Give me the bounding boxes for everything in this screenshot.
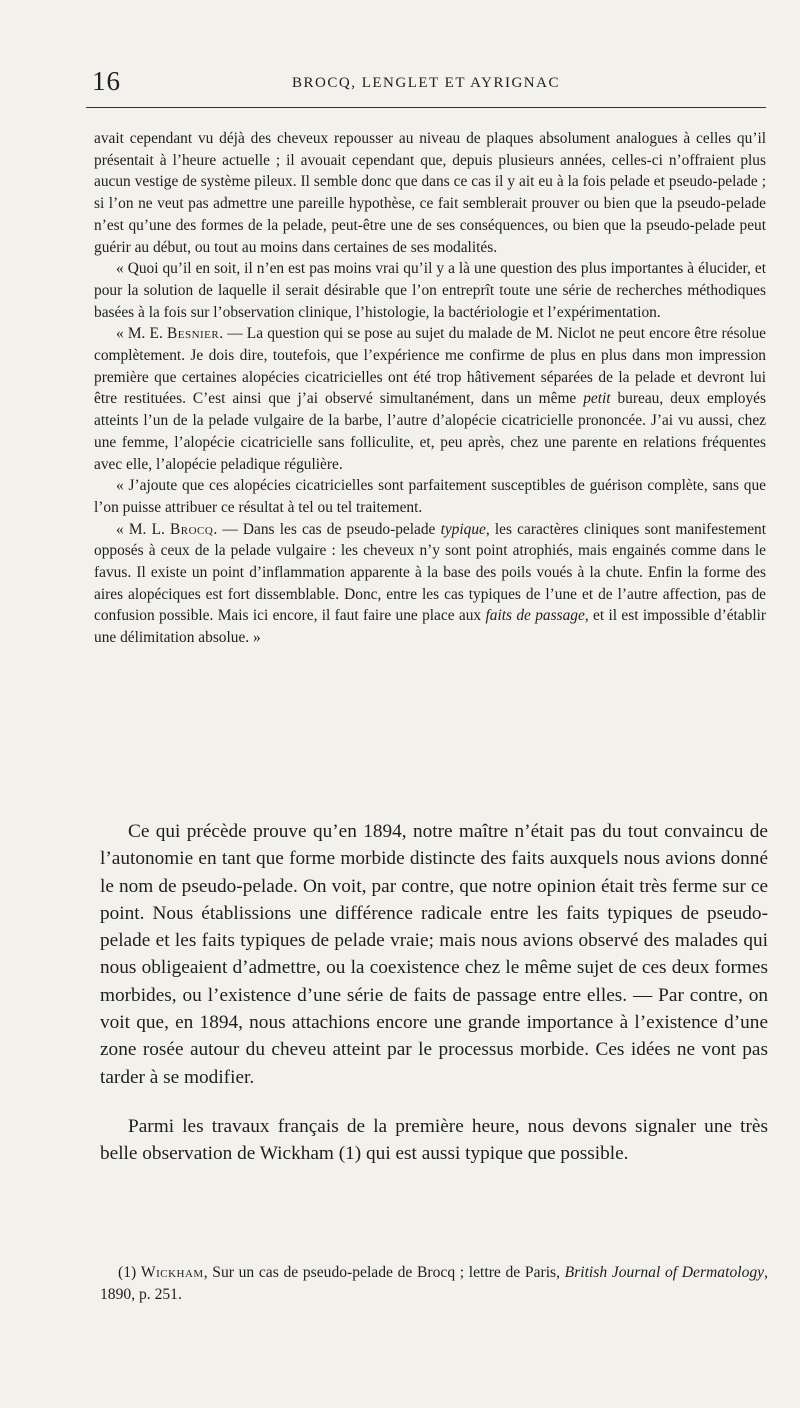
running-head: BROCQ, LENGLET ET AYRIGNAC xyxy=(292,75,560,91)
page-header xyxy=(86,66,766,102)
quoted-discussion xyxy=(94,128,766,649)
footnote-author: Wickham xyxy=(140,1264,204,1281)
footnote-marker: (1) xyxy=(118,1264,141,1281)
quote-paragraph: avait cependant vu déjà des cheveux repousser au niveau de plaques absolument analogues à celles qu’il présentait à l’heure actuelle ; il avouait cependant que, depuis plusieurs années, celles-ci n’offraient plus aucun vestige de système pileux. Il semble donc que dans ce cas il y ait eu à la fois pelade et pseudo-pelade ; si l’on ne veut pas admettre une pareille hypothèse, ce fait semblerait prouver ou bien que la pseudo-pelade n’est qu’une des formes de la pelade, peut-être une de ses conséquences, ou bien que la pseudo-pelade peut guérir au début, ou tout au moins dans certaines de ses modalités. xyxy=(94,130,766,256)
header-rule xyxy=(86,107,766,108)
quote-text: , les caractères cliniques sont manifestement opposés à ceux de la pelade vulgaire : les cheveux n’y sont point atrophiés, mais engainés comme dans le favus. Il existe un point d’inflammation apparente à la base des poils voués à la chute. Enfin la forme des aires alopéciques est fort dissemblable. Donc, entre les cas typiques de l’une et de l’autre affection, pas de confusion possible. Mais ici encore, il faut faire une place aux xyxy=(94,520,766,625)
journal-title: British Journal of Dermatology xyxy=(564,1264,765,1281)
footnote-citation: , Sur un cas de pseudo-pelade de Brocq ; lettre de Paris, xyxy=(203,1264,565,1281)
footnote xyxy=(100,1262,768,1305)
quote-open: « M. E. xyxy=(116,325,167,343)
footnote-text xyxy=(100,1262,768,1305)
quote-paragraph: « J’ajoute que ces alopécies cicatricielles sont parfaitement susceptibles de guérison complète, sans que l’on puisse attribuer ce résultat à tel ou tel traitement. xyxy=(94,477,766,516)
quote-text: . — La question qui se pose au sujet du malade de M. Niclot ne peut encore être résolue complètement. Je dois dire, toutefois, que l’expérience me confirme de plus en plus dans mon impression première que certaines alopécies cicatricielles ont été trop hâtivement séparées de la pelade et devront lui être restituées. C’est ainsi que j’ai observé simultanément, dans un même xyxy=(94,325,766,408)
speaker-name: Besnier xyxy=(166,325,220,343)
quote-paragraph-besnier xyxy=(94,323,766,475)
italic-phrase: faits de passage xyxy=(485,607,585,625)
italic-word: typique xyxy=(440,520,486,538)
quote-paragraph: « Quoi qu’il en soit, il n’en est pas moins vrai qu’il y a là une question des plus importantes à élucider, et pour la solution de laquelle il serait désirable que l’on entreprît toute une série de recherches méthodiques basées à la fois sur l’observation clinique, l’histologie, la bactériologie et l’expérimentation. xyxy=(94,260,766,321)
quote-text: . — Dans les cas de pseudo-pelade xyxy=(213,520,441,538)
speaker-name: Brocq xyxy=(170,520,214,538)
body-paragraph: Ce qui précède prouve qu’en 1894, notre maître n’était pas du tout convaincu de l’autonomie en tant que forme morbide distincte des faits auxquels nous avions donné le nom de pseudo-pelade. On voit, par contre, que notre opinion était très ferme sur ce point. Nous établissions une différence radicale entre les faits typiques de pseudo-pelade et les faits typiques de pelade vraie; mais nous avions observé des malades qui nous obligeaient d’admettre, ou la coexistence chez le même sujet de ces deux formes morbides, ou l’existence d’une série de faits de passage entre elles. — Par contre, on voit que, en 1894, nous attachions encore une grande importance à l’existence d’une zone rosée autour du cheveu atteint par le processus morbide. Ces idées ne vont pas tarder à se modifier. xyxy=(100,821,768,1088)
page-number: 16 xyxy=(92,66,121,96)
quote-text: , et il est impossible d’établir une délimitation absolue. » xyxy=(94,607,767,647)
italic-word: petit xyxy=(583,390,611,408)
main-text xyxy=(100,818,768,1168)
quote-text: bureau, deux employés atteints l’un de la pelade vulgaire de la barbe, l’autre d’alopécie cicatricielle prononcée. J’ai vu aussi, chez une femme, l’alopécie cicatricielle sans folliculite, et, peu après, chez une parente en relations fréquentes avec elle, l’alopécie peladique régulière. xyxy=(94,390,766,473)
quote-paragraph-brocq xyxy=(94,519,766,649)
quote-open: « M. L. xyxy=(116,520,170,538)
body-paragraph: Parmi les travaux français de la première heure, nous devons signaler une très belle observation de Wickham (1) qui est aussi typique que possible. xyxy=(100,1115,768,1165)
footnote-citation: , 1890, p. 251. xyxy=(100,1264,768,1303)
